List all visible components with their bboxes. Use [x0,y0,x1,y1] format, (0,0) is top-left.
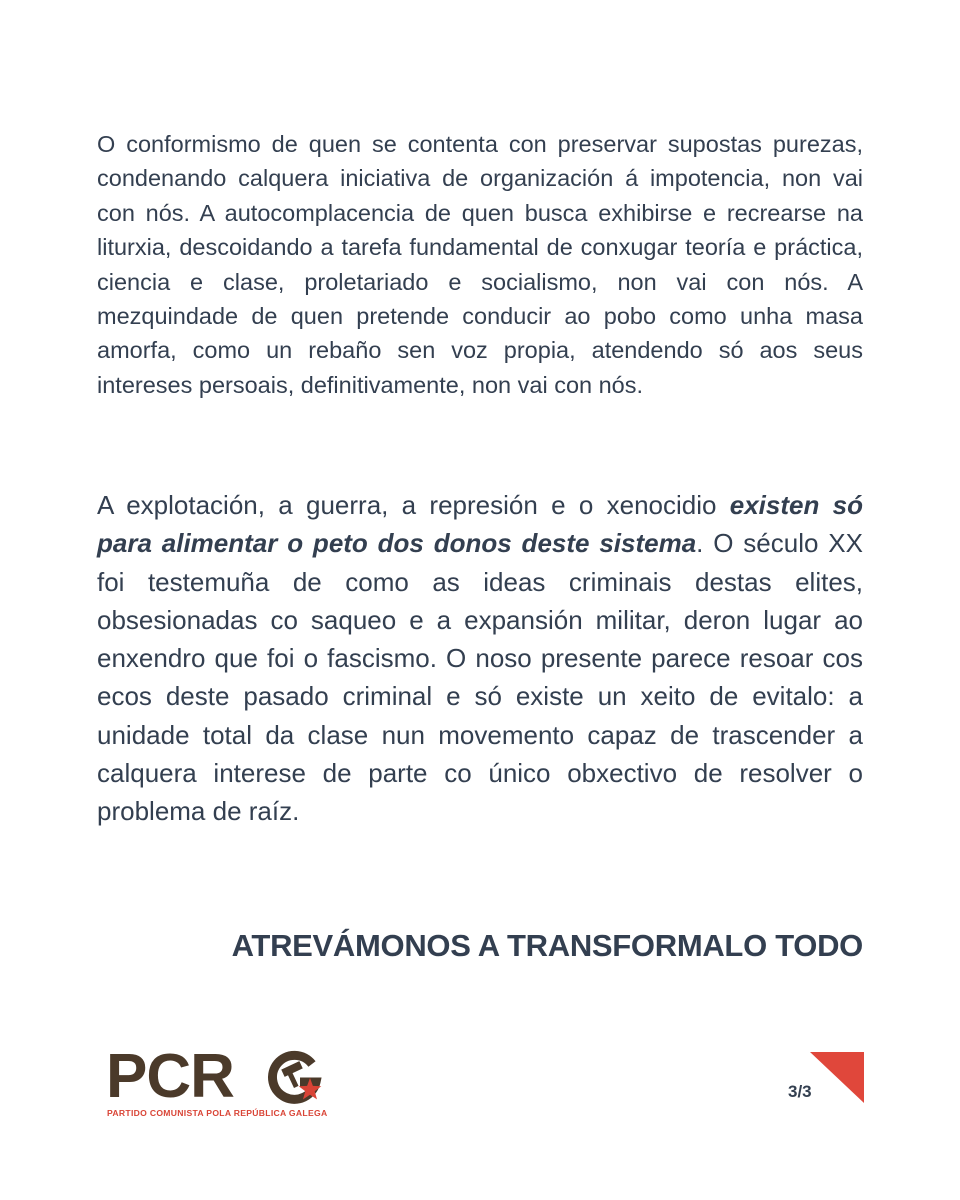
paragraph-exploitation-rest: . O século XX foi testemuña de como as ideas criminais destas elites, obsesionadas co saqueo e a expansión militar, deron lugar ao enxendro que foi o fascismo. O noso presente parece resoar cos ecos deste pasado criminal e só existe un xeito de evitalo: a unidade total da clase nun movemento capaz de trascender a calquera interese de parte co único obxectivo de resolver o problema de raíz. [97,528,863,827]
page-indicator: 3/3 [788,1082,812,1101]
slogan-heading: ATREVÁMONOS A TRANSFORMALO TODO [231,928,863,963]
paragraph-exploitation-intro: A explotación, a guerra, a represión e o xenocidio [97,490,730,520]
pcrg-logo [106,1042,328,1122]
hammer-star-g-icon [266,1048,322,1104]
logo-letters: PCR [106,1042,234,1111]
paragraph-exploitation [97,486,863,831]
paragraph-conformism: O conformismo de quen se contenta con preservar supostas purezas, condenando calquera iniciativa de organización á impotencia, non vai con nós. A autocomplacencia de quen busca exhibirse e recrearse na liturxia, descoidando a tarefa fundamental de conxugar teoría e práctica, ciencia e clase, proletariado e socialismo, non vai con nós. A mezquindade de quen pretende conducir ao pobo como unha masa amorfa, como un rebaño sen voz propia, atendendo só aos seus intereses persoais, definitivamente, non vai con nós. [97,131,863,398]
logo-subtitle: PARTIDO COMUNISTA POLA REPÚBLICA GALEGA [107,1108,328,1118]
corner-triangle-decoration [810,1052,864,1103]
paragraph-exploitation-emphasis: existen só para alimentar o peto dos donos deste sistema [97,490,863,559]
